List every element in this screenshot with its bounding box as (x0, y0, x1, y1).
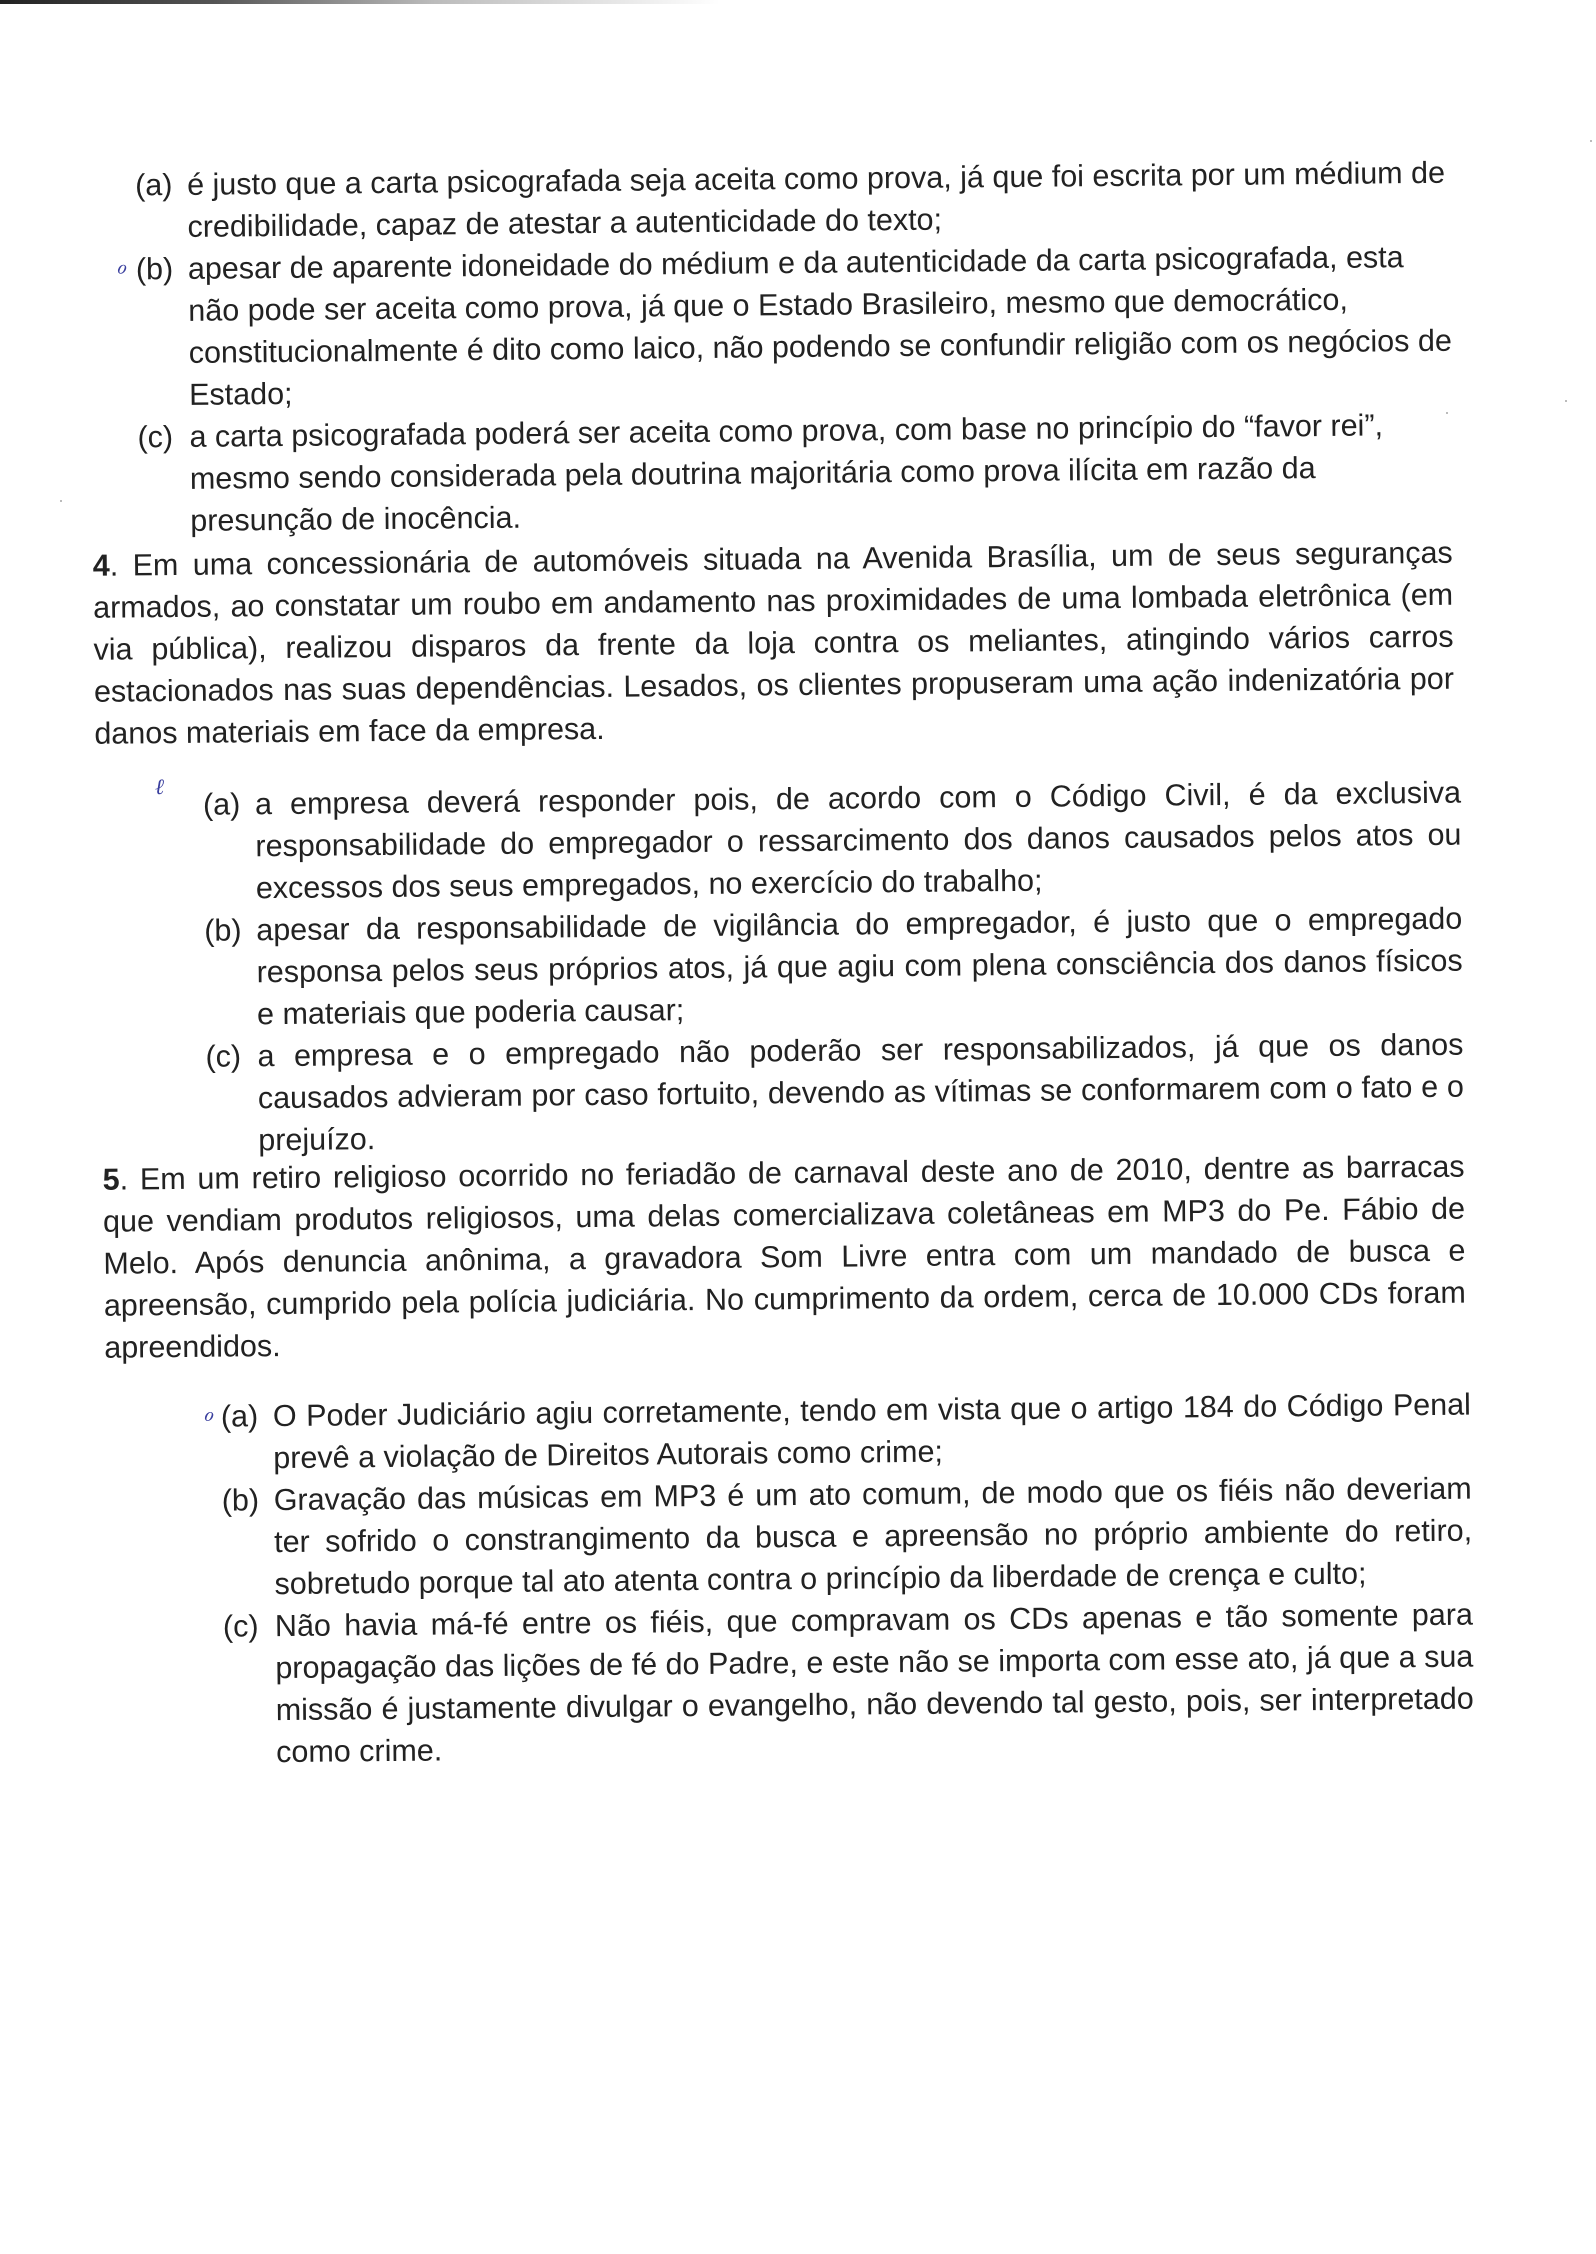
question-5-options (221, 1384, 1475, 1774)
option-text: Não havia má-fé entre os fiéis, que compravam os CDs apenas e tão somente para propagação das lições de fé do Padre, e este não se importa com esse ato, já que a sua missão é justamente divulgar o evangelho, não devendo tal gesto, pois, ser interpretado como crime. (274, 1597, 1474, 1770)
handwritten-mark-3b: ℴ (115, 254, 127, 280)
scan-speck (1590, 140, 1592, 142)
option-label: (a) (220, 1399, 259, 1434)
option-label: (b) (221, 1483, 260, 1518)
option-label: (c) (137, 419, 174, 455)
option-4b[interactable] (204, 898, 1463, 1036)
option-text: apesar da responsabilidade de vigilância do empregador, é justo que o empregado responsa pelos seus próprios atos, já que agiu com plena consciência dos danos físicos e materiais que poderia causar; (256, 901, 1463, 1032)
scan-speck (1446, 412, 1448, 414)
question-text: . Em uma concessionária de automóveis situada na Avenida Brasília, um de seus seguranças armados, ao constatar um roubo em andamento nas proximidades de uma lombada eletrônica (em via pública), realizou disparos da frente da loja contra os meliantes, atingindo vários carros estacionados nas suas dependências. Lesados, os clientes propuseram uma ação indenizatória por danos materiais em face da empresa. (92, 535, 1455, 751)
option-4c[interactable] (205, 1024, 1464, 1162)
option-text: O Poder Judiciário agiu corretamente, tendo em vista que o artigo 184 do Código Penal prevê a violação de Direitos Autorais como crime; (272, 1387, 1472, 1476)
option-3a[interactable] (135, 152, 1456, 249)
option-label: (b) (135, 251, 174, 287)
option-5a[interactable] (221, 1384, 1472, 1480)
option-label: (b) (204, 913, 242, 948)
question-number: 5 (102, 1162, 120, 1197)
option-label: (c) (222, 1609, 259, 1644)
option-label: (a) (134, 167, 173, 203)
question-3-options (135, 152, 1459, 543)
option-text: a empresa deverá responder pois, de acordo com o Código Civil, é da exclusiva responsabilidade do empregador o ressarcimento dos danos causados pelos atos ou excessos dos seus empregados, no exercício do trabalho; (254, 775, 1462, 906)
option-3c[interactable] (137, 404, 1458, 543)
option-text: a empresa e o empregado não poderão ser responsabilizados, já que os danos causados advieram por caso fortuito, devendo as vítimas se conformarem com o fato e o prejuízo. (257, 1027, 1464, 1158)
option-4a[interactable] (203, 772, 1462, 910)
scan-speck (60, 500, 62, 502)
option-label: (a) (202, 787, 241, 822)
option-text: Gravação das músicas em MP3 é um ato comum, de modo que os fiéis não deveriam ter sofrido o constrangimento da busca e apreensão no próprio ambiente do retiro, sobretudo porque tal ato atenta contra o princípio da liberdade de crença e culto; (273, 1471, 1473, 1602)
option-text: a carta psicografada poderá ser aceita como prova, com base no princípio do “favor rei”, mesmo sendo considerada pela doutrina majoritária como prova ilícita em razão da presunção de inocência. (189, 408, 1384, 538)
option-3b[interactable] (136, 236, 1458, 417)
handwritten-mark-4a: ℓ (154, 775, 165, 801)
handwritten-mark-5a: ℴ (202, 1401, 214, 1427)
question-4-statement (93, 532, 1455, 755)
option-5c[interactable] (223, 1594, 1475, 1774)
question-5-statement (102, 1146, 1466, 1369)
option-label: (c) (205, 1039, 242, 1074)
option-text: é justo que a carta psicografada seja aceita como prova, já que foi escrita por um médium de credibilidade, capaz de atestar a autenticidade do texto; (186, 155, 1446, 244)
option-5b[interactable] (222, 1468, 1473, 1606)
question-4-options (203, 772, 1465, 1162)
question-text: . Em um retiro religioso ocorrido no feriadão de carnaval deste ano de 2010, dentre as barracas que vendiam produtos religiosos, uma delas comercializava coletâneas em MP3 do Pe. Fábio de Melo. Após denuncia anônima, a gravadora Som Livre entra com um mandado de busca e apreensão, cumprido pela polícia judiciária. No cumprimento da ordem, cerca de 10.000 CDs foram apreendidos. (102, 1149, 1466, 1365)
question-number: 4 (92, 548, 110, 583)
option-text: apesar de aparente idoneidade do médium e da autenticidade da carta psicografada, esta não pode ser aceita como prova, já que o Estado Brasileiro, mesmo que democrático, constitucionalmente é dito como laico, não podendo se confundir religião com os negócios de Estado; (187, 240, 1452, 412)
scan-speck (1565, 400, 1567, 402)
